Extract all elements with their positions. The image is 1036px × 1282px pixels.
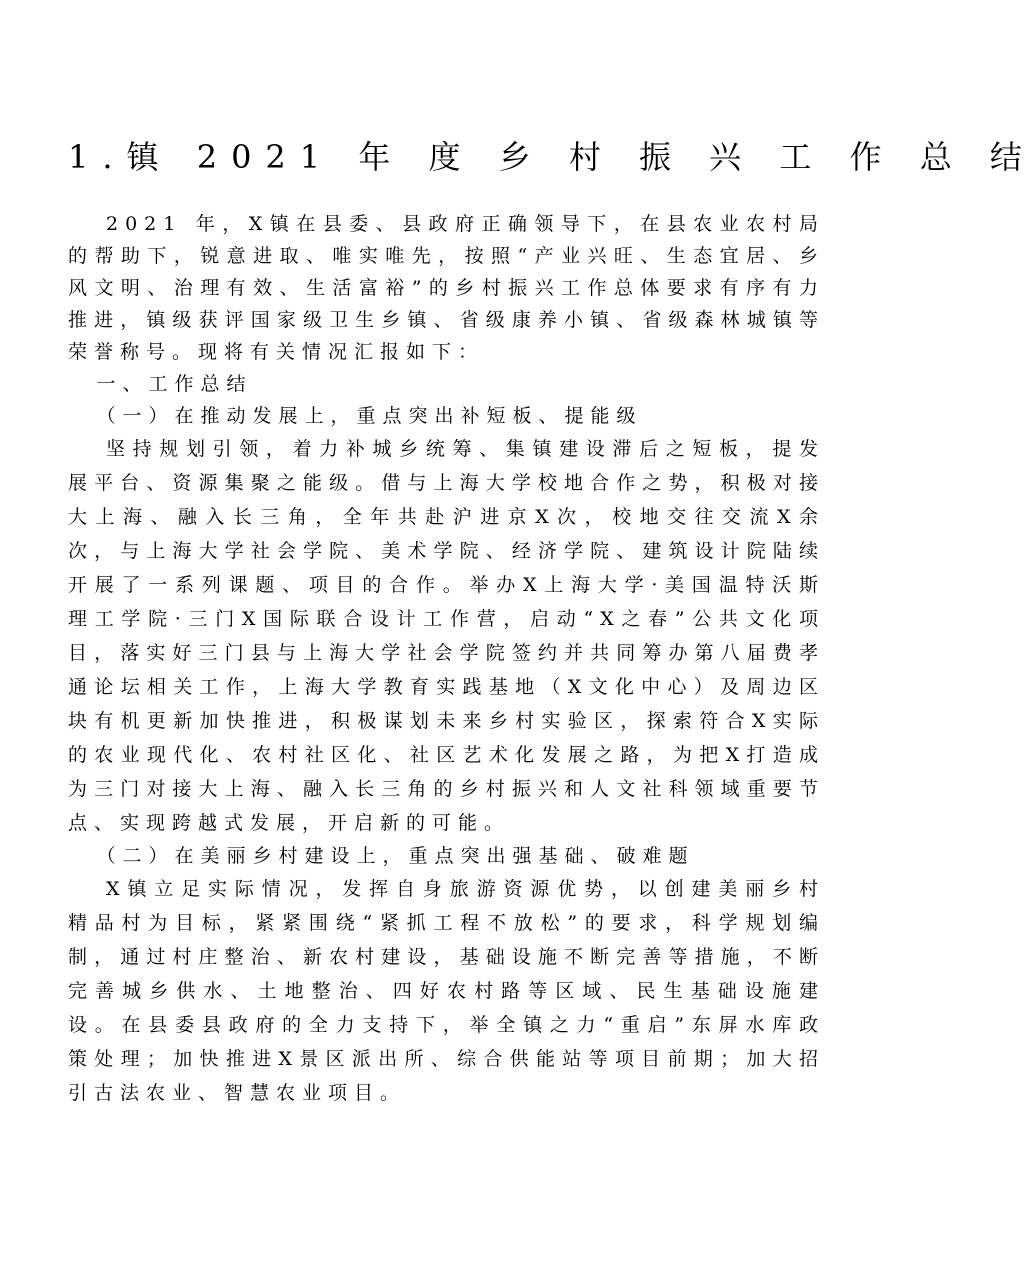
development-paragraph: 坚持规划引领，着力补城乡统筹、集镇建设滞后之短板，提发展平台、资源集聚之能级。借与上海大学校地合作之势，积极对接大上海、融入长三角，全年共赴沪进京X次，校地交往交流X余次，与上海大学社会学院、美术学院、经济学院、建筑设计院陆续开展了一系列课题、项目的合作。举办X上海大学·美国温特沃斯理工学院·三门X国际联合设计工作营，启动“X之春”公共文化项目，落实好三门县与上海大学社会学院签约并共同筹办第八届费孝通论坛相关工作，上海大学教育实践基地（X文化中心）及周边区块有机更新加快推进，积极谋划未来乡村实验区，探索符合X实际的农业现代化、农村社区化、社区艺术化发展之路，为把X打造成为三门对接大上海、融入长三角的乡村振兴和人文社科领域重要节点、实现跨越式发展，开启新的可能。 (68, 438, 825, 834)
subsection-heading-development: （一）在推动发展上，重点突出补短板、提能级 (96, 405, 643, 427)
subsection-heading-beautiful-village: （二）在美丽乡村建设上，重点突出强基础、破难题 (96, 845, 695, 867)
document-title: 1.镇 2021 年 度 乡 村 振 兴 工 作 总 结 (68, 138, 1036, 176)
beautiful-village-paragraph: X镇立足实际情况，发挥自身旅游资源优势，以创建美丽乡村精品村为目标，紧紧围绕“紧抓工程不放松”的要求，科学规划编制，通过村庄整治、新农村建设，基础设施不断完善等措施，不断完善城乡供水、土地整治、四好农村路等区域、民生基础设施建设。在县委县政府的全力支持下，举全镇之力“重启”东屏水库政策处理；加快推进X景区派出所、综合供能站等项目前期；加大招引古法农业、智慧农业项目。 (68, 878, 825, 1104)
section-heading-work-summary: 一、工作总结 (96, 373, 253, 395)
intro-paragraph: 2021 年，X镇在县委、县政府正确领导下，在县农业农村局的帮助下，锐意进取、唯实唯先，按照“产业兴旺、生态宜居、乡风文明、治理有效、生活富裕”的乡村振兴工作总体要求有序有力推进，镇级获评国家级卫生乡镇、省级康养小镇、省级森林城镇等荣誉称号。现将有关情况汇报如下： (68, 213, 825, 363)
